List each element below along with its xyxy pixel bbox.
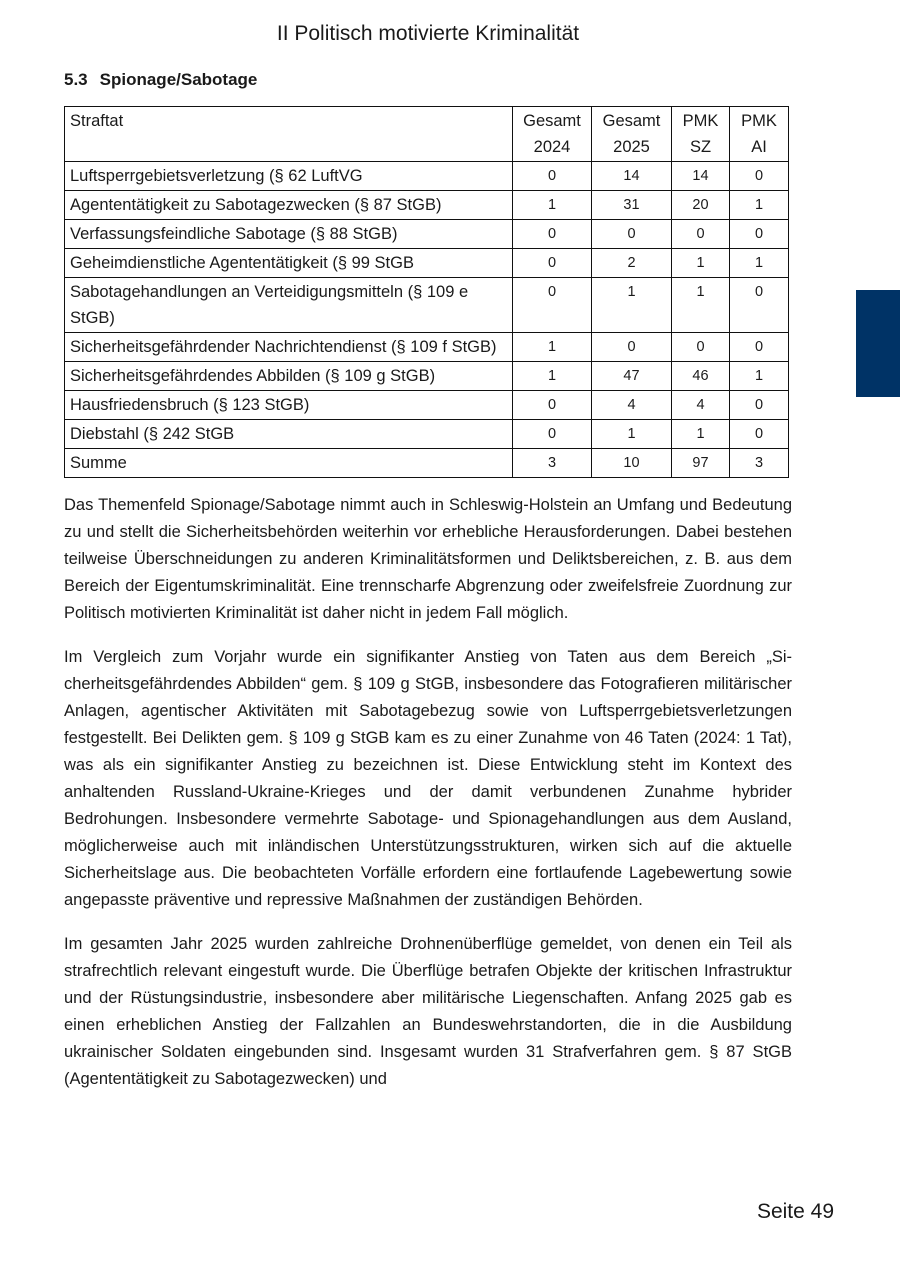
table-row <box>65 391 789 420</box>
cell-pmk-sz: 14 <box>672 162 730 191</box>
header-pmk-sz-line2: SZ <box>689 138 712 156</box>
cell-pmk-sz: 0 <box>672 220 730 249</box>
row-label: Geheimdienstliche Agententätigkeit (§ 99 StGB <box>65 249 513 278</box>
cell-pmk-ai: 1 <box>730 362 789 391</box>
table-row <box>65 420 789 449</box>
section-number: 5.3 <box>64 70 88 89</box>
header-pmk-sz <box>672 107 730 162</box>
section-title: Spionage/Sabotage <box>99 70 258 89</box>
table-row <box>65 162 789 191</box>
page-title: II Politisch motivierte Kriminalität <box>276 22 580 45</box>
statistics-table <box>64 106 789 478</box>
cell-gesamt-2024: 0 <box>513 391 592 420</box>
table-row <box>65 362 789 391</box>
cell-pmk-ai: 3 <box>730 449 789 478</box>
cell-gesamt-2025: 2 <box>592 249 672 278</box>
row-label: Sabotagehandlungen an Verteidigungsmitteln (§ 109 e StGB) <box>65 278 513 333</box>
cell-gesamt-2025: 14 <box>592 162 672 191</box>
cell-pmk-sz: 1 <box>672 249 730 278</box>
cell-gesamt-2025: 47 <box>592 362 672 391</box>
page-number: Seite 49 <box>756 1200 834 1223</box>
cell-pmk-ai: 0 <box>730 420 789 449</box>
cell-gesamt-2025: 0 <box>592 220 672 249</box>
cell-pmk-sz: 46 <box>672 362 730 391</box>
table-header-row <box>65 107 789 162</box>
paragraph: Im Vergleich zum Vorjahr wurde ein signifikanter Anstieg von Taten aus dem Bereich „Sicherheitsgefährdendes Abbilden“ gem. § 109 g StGB, insbesondere das Fotografieren militärischer Anlagen, agentischer Aktivitäten mit Sabotagebezug sowie von Luftsperrgebietsverletzungen festgestellt. Bei Delikten gem. § 109 g StGB kam es zu einer Zunahme von 46 Taten (2024: 1 Tat), was als ein signifikanter Anstieg zu bezeichnen ist. Diese Entwicklung steht im Kontext des anhaltenden Russland-Ukraine-Krieges und der damit verbundenen Zunahme hybrider Bedrohungen. Insbesondere vermehrte Sabotage- und Spionagehandlungen aus dem Ausland, möglicherweise auch mit inländischen Unterstützungsstrukturen, wirken sich auf die aktuelle Sicherheitslage aus. Die beobachteten Vorfälle erfordern eine fortlaufende Lagebewertung sowie angepasste präventive und repressive Maßnahmen der zuständigen Behörden. <box>64 648 792 909</box>
cell-pmk-ai: 1 <box>730 191 789 220</box>
row-label: Luftsperrgebietsverletzung (§ 62 LuftVG <box>65 162 513 191</box>
chapter-side-tab <box>856 290 900 397</box>
header-pmk-ai-line1: PMK <box>741 112 777 130</box>
cell-gesamt-2024: 0 <box>513 278 592 333</box>
cell-gesamt-2024: 0 <box>513 249 592 278</box>
cell-gesamt-2025: 4 <box>592 391 672 420</box>
cell-pmk-ai: 0 <box>730 162 789 191</box>
table-row-sum <box>65 449 789 478</box>
row-label: Summe <box>65 449 513 478</box>
header-gesamt-2024 <box>513 107 592 162</box>
cell-pmk-sz: 0 <box>672 333 730 362</box>
cell-pmk-ai: 0 <box>730 391 789 420</box>
paragraph: Im gesamten Jahr 2025 wurden zahlreiche Drohnenüberflüge gemeldet, von denen ein Teil als strafrechtlich relevant eingestuft wurde. Die Überflüge betrafen Objekte der kritischen Infrastruktur und der Rüstungsindustrie, insbesondere aber militärische Liegenschaften. Anfang 2025 gab es einen erheblichen Anstieg der Fallzahlen an Bundeswehrstandorten, die in die Ausbildung ukrainischer Soldaten eingebunden sind. Insgesamt wurden 31 Strafverfahren gem. § 87 StGB (Agententätigkeit zu Sabotagezwecken) und <box>64 935 792 1088</box>
table-row <box>65 220 789 249</box>
cell-gesamt-2025: 31 <box>592 191 672 220</box>
header-gesamt-2025-line2: 2025 <box>613 138 650 156</box>
cell-gesamt-2024: 0 <box>513 162 592 191</box>
body-text <box>64 492 792 1110</box>
cell-pmk-ai: 1 <box>730 249 789 278</box>
cell-pmk-sz: 97 <box>672 449 730 478</box>
cell-gesamt-2025: 1 <box>592 420 672 449</box>
header-gesamt-2024-line1: Gesamt <box>523 112 581 130</box>
cell-gesamt-2024: 0 <box>513 220 592 249</box>
table-row <box>65 333 789 362</box>
cell-gesamt-2024: 1 <box>513 362 592 391</box>
cell-pmk-sz: 20 <box>672 191 730 220</box>
header-gesamt-2025 <box>592 107 672 162</box>
header-pmk-sz-line1: PMK <box>682 112 719 130</box>
header-straftat: Straftat <box>65 107 513 162</box>
row-label: Diebstahl (§ 242 StGB <box>65 420 513 449</box>
cell-pmk-sz: 1 <box>672 420 730 449</box>
row-label: Sicherheitsgefährdendes Abbilden (§ 109 g StGB) <box>65 362 513 391</box>
row-label: Hausfriedensbruch (§ 123 StGB) <box>65 391 513 420</box>
cell-gesamt-2025: 0 <box>592 333 672 362</box>
cell-pmk-sz: 4 <box>672 391 730 420</box>
table-row <box>65 249 789 278</box>
cell-gesamt-2025: 1 <box>592 278 672 333</box>
cell-gesamt-2024: 1 <box>513 333 592 362</box>
cell-gesamt-2024: 0 <box>513 420 592 449</box>
cell-gesamt-2025: 10 <box>592 449 672 478</box>
row-label: Sicherheitsgefährdender Nachrichtendienst (§ 109 f StGB) <box>65 333 513 362</box>
cell-gesamt-2024: 1 <box>513 191 592 220</box>
table-row <box>65 278 789 333</box>
paragraph: Das Themenfeld Spionage/Sabotage nimmt auch in Schleswig-Holstein an Umfang und Bedeutung zu und stellt die Sicherheitsbehörden weiterhin vor erhebliche Herausforderungen. Dabei bestehen teilweise Überschneidungen zu anderen Kriminalitätsformen und Deliktsbereichen, z. B. aus dem Bereich der Eigentumskriminalität. Eine trennscharfe Abgrenzung oder zweifelsfreie Zuordnung zur Politisch motivierten Kriminalität ist daher nicht in jedem Fall möglich. <box>64 496 792 622</box>
header-pmk-ai-line2: AI <box>751 138 767 156</box>
cell-pmk-ai: 0 <box>730 220 789 249</box>
row-label: Agententätigkeit zu Sabotagezwecken (§ 87 StGB) <box>65 191 513 220</box>
header-gesamt-2025-line1: Gesamt <box>602 112 661 130</box>
cell-pmk-ai: 0 <box>730 333 789 362</box>
header-gesamt-2024-line2: 2024 <box>533 138 571 156</box>
cell-pmk-sz: 1 <box>672 278 730 333</box>
cell-gesamt-2024: 3 <box>513 449 592 478</box>
header-pmk-ai <box>730 107 789 162</box>
cell-pmk-ai: 0 <box>730 278 789 333</box>
row-label: Verfassungsfeindliche Sabotage (§ 88 StGB) <box>65 220 513 249</box>
section-heading <box>64 70 257 90</box>
table-row <box>65 191 789 220</box>
